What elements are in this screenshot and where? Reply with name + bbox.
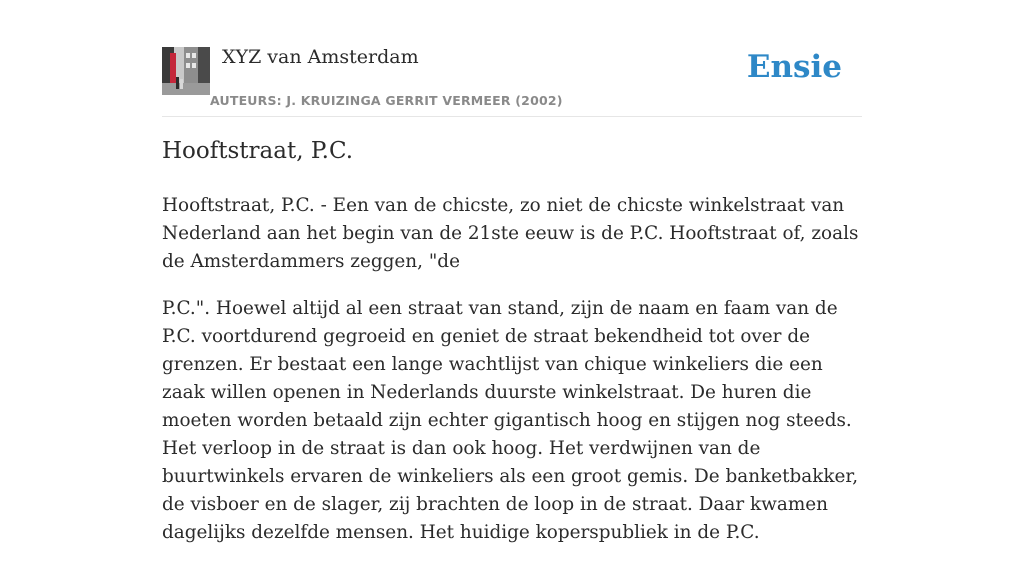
entry-title: Hooftstraat, P.C. xyxy=(162,138,354,164)
book-header xyxy=(162,44,862,117)
book-title[interactable]: XYZ van Amsterdam xyxy=(222,46,419,68)
book-cover-image xyxy=(162,47,210,95)
book-cover-avatar[interactable] xyxy=(162,47,210,95)
body-paragraph: Hooftstraat, P.C. - Een van de chicste, zo niet de chicste winkelstraat van Nederland aan het begin van de 21ste eeuw is de P.C. Hooftstraat of, zoals de Amsterdammers zeggen, "de xyxy=(162,195,859,272)
body-paragraph: P.C.". Hoewel altijd al een straat van stand, zijn de naam en faam van de P.C. voortdurend gegroeid en geniet de straat bekendheid tot over de grenzen. Er bestaat een lange wachtlijst van chique winkeliers die een zaak willen openen in Nederlands duurste winkelstraat. De huren die moeten worden betaald zijn echter gigantisch hoog en stijgen nog steeds. Het verloop in de straat is dan ook hoog. Het verdwijnen van de buurtwinkels ervaren de winkeliers als een groot gemis. De banketbakker, de visboer en de slager, zij brachten de loop in de straat. Daar kwamen dagelijks dezelfde mensen. Het huidige koperspubliek in de P.C. xyxy=(162,298,859,543)
ensie-logo[interactable]: Ensie xyxy=(746,49,842,85)
authors-line: AUTEURS: J. KRUIZINGA GERRIT VERMEER (2002) xyxy=(210,93,563,108)
entry-body xyxy=(162,192,862,566)
